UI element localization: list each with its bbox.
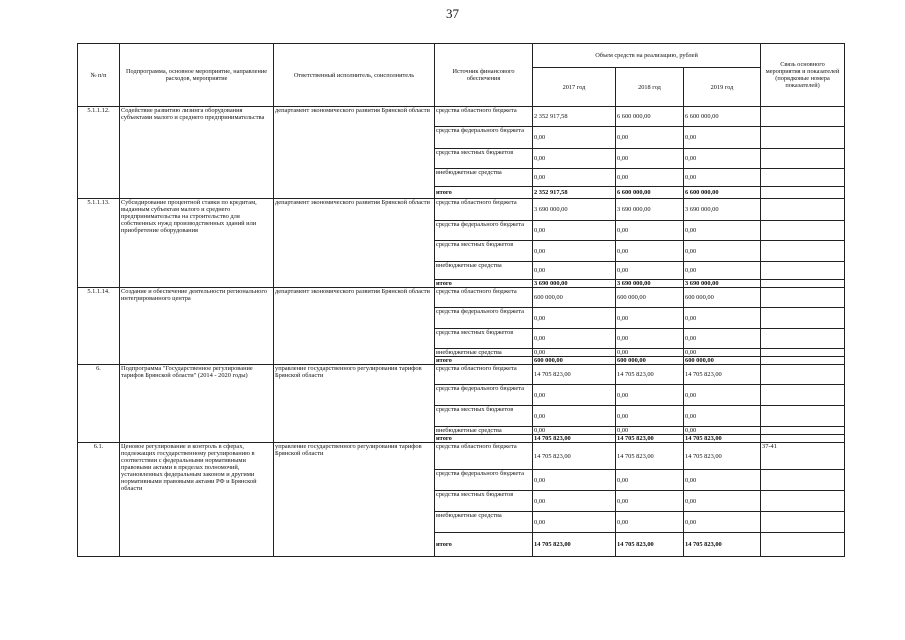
indicator-link	[761, 288, 845, 308]
program-name: Подпрограмма "Государственное регулирование тарифов Брянской области" (2014 - 2020 годы)	[120, 365, 274, 443]
amount-2018: 14 705 823,00	[616, 533, 684, 557]
amount-2017: 14 705 823,00	[533, 533, 616, 557]
indicator-link	[761, 470, 845, 491]
funding-source: средства федерального бюджета	[435, 127, 533, 149]
amount-2019: 0,00	[684, 149, 761, 169]
table-row	[78, 443, 845, 470]
amount-2017: 3 690 000,00	[533, 280, 616, 288]
indicator-link	[761, 512, 845, 533]
amount-2017: 0,00	[533, 308, 616, 329]
amount-2017: 14 705 823,00	[533, 365, 616, 385]
amount-2018: 3 690 000,00	[616, 199, 684, 221]
amount-2019: 0,00	[684, 262, 761, 280]
table-row	[78, 288, 845, 308]
amount-2017: 0,00	[533, 470, 616, 491]
amount-2017: 3 690 000,00	[533, 199, 616, 221]
amount-2017: 0,00	[533, 385, 616, 406]
amount-2018: 0,00	[616, 406, 684, 427]
budget-table	[77, 43, 845, 557]
amount-2017: 0,00	[533, 241, 616, 262]
funding-source: средства федерального бюджета	[435, 385, 533, 406]
amount-2018: 0,00	[616, 221, 684, 241]
amount-2017: 0,00	[533, 427, 616, 435]
funding-source: средства областного бюджета	[435, 288, 533, 308]
amount-2019: 0,00	[684, 349, 761, 357]
header-year-2017: 2017 год	[533, 68, 616, 107]
funding-source: средства федерального бюджета	[435, 308, 533, 329]
indicator-link	[761, 169, 845, 187]
funding-source: итого	[435, 435, 533, 443]
executor-name: департамент экономического развития Брянской области	[274, 288, 435, 365]
funding-source: средства местных бюджетов	[435, 491, 533, 512]
amount-2018: 0,00	[616, 491, 684, 512]
program-name: Субсидирование процентной ставки по кредитам, выданным субъектам малого и среднего предпринимательства на строительство для собственных нужд производственных зданий или приобретение оборудования	[120, 199, 274, 288]
indicator-link	[761, 435, 845, 443]
indicator-link: 37-41	[761, 443, 845, 470]
amount-2019: 0,00	[684, 427, 761, 435]
indicator-link	[761, 149, 845, 169]
amount-2018: 3 690 000,00	[616, 280, 684, 288]
funding-source: внебюджетные средства	[435, 262, 533, 280]
row-number: 5.1.1.14.	[78, 288, 120, 365]
funding-source: итого	[435, 280, 533, 288]
amount-2017: 0,00	[533, 221, 616, 241]
indicator-link	[761, 221, 845, 241]
program-name: Ценовое регулирование и контроль в сферах, подлежащих государственному регулированию в соответствии с федеральными нормативными правовыми актами в пределах полномочий, установленных федеральным законом и другими нормативными правовыми актами РФ и Брянской области	[120, 443, 274, 557]
indicator-link	[761, 357, 845, 365]
amount-2017: 600 000,00	[533, 288, 616, 308]
amount-2019: 0,00	[684, 127, 761, 149]
table-row	[78, 365, 845, 385]
indicator-link	[761, 280, 845, 288]
amount-2019: 14 705 823,00	[684, 443, 761, 470]
amount-2019: 0,00	[684, 241, 761, 262]
amount-2018: 0,00	[616, 427, 684, 435]
amount-2017: 0,00	[533, 127, 616, 149]
funding-source: итого	[435, 187, 533, 199]
amount-2019: 3 690 000,00	[684, 280, 761, 288]
amount-2017: 0,00	[533, 349, 616, 357]
indicator-link	[761, 127, 845, 149]
amount-2018: 6 600 000,00	[616, 107, 684, 127]
amount-2018: 0,00	[616, 385, 684, 406]
amount-2019: 14 705 823,00	[684, 365, 761, 385]
header-executor: Ответственный исполнитель, соисполнитель	[274, 44, 435, 107]
amount-2019: 14 705 823,00	[684, 435, 761, 443]
program-name: Содействие развитию лизинга оборудования субъектами малого и среднего предпринимательства	[120, 107, 274, 199]
amount-2019: 0,00	[684, 491, 761, 512]
amount-2018: 0,00	[616, 149, 684, 169]
amount-2019: 0,00	[684, 329, 761, 349]
row-number: 5.1.1.13.	[78, 199, 120, 288]
row-number: 5.1.1.12.	[78, 107, 120, 199]
funding-source: средства федерального бюджета	[435, 221, 533, 241]
funding-source: средства местных бюджетов	[435, 329, 533, 349]
funding-source: итого	[435, 357, 533, 365]
indicator-link	[761, 241, 845, 262]
amount-2018: 0,00	[616, 329, 684, 349]
table-row	[78, 199, 845, 221]
funding-source: итого	[435, 533, 533, 557]
indicator-link	[761, 533, 845, 557]
funding-source: внебюджетные средства	[435, 427, 533, 435]
indicator-link	[761, 491, 845, 512]
amount-2017: 0,00	[533, 406, 616, 427]
amount-2017: 0,00	[533, 329, 616, 349]
amount-2019: 14 705 823,00	[684, 533, 761, 557]
amount-2019: 0,00	[684, 470, 761, 491]
amount-2018: 600 000,00	[616, 357, 684, 365]
funding-source: внебюджетные средства	[435, 512, 533, 533]
indicator-link	[761, 349, 845, 357]
page-number: 37	[446, 6, 459, 21]
amount-2018: 0,00	[616, 512, 684, 533]
amount-2018: 0,00	[616, 127, 684, 149]
executor-name: департамент экономического развития Брянской области	[274, 199, 435, 288]
amount-2019: 0,00	[684, 406, 761, 427]
indicator-link	[761, 308, 845, 329]
header-source: Источник финансового обеспечения	[435, 44, 533, 107]
amount-2017: 0,00	[533, 491, 616, 512]
indicator-link	[761, 262, 845, 280]
funding-source: средства областного бюджета	[435, 107, 533, 127]
header-year-2019: 2019 год	[684, 68, 761, 107]
amount-2019: 6 600 000,00	[684, 187, 761, 199]
amount-2019: 0,00	[684, 385, 761, 406]
indicator-link	[761, 365, 845, 385]
amount-2019: 3 690 000,00	[684, 199, 761, 221]
amount-2018: 0,00	[616, 262, 684, 280]
amount-2018: 0,00	[616, 308, 684, 329]
row-number: 6.	[78, 365, 120, 443]
funding-source: внебюджетные средства	[435, 169, 533, 187]
amount-2019: 0,00	[684, 169, 761, 187]
amount-2019: 0,00	[684, 221, 761, 241]
amount-2017: 2 352 917,58	[533, 107, 616, 127]
funding-source: средства местных бюджетов	[435, 241, 533, 262]
header-program: Подпрограмма, основное мероприятие, направление расходов, мероприятие	[120, 44, 274, 107]
row-number: 6.1.	[78, 443, 120, 557]
indicator-link	[761, 187, 845, 199]
funding-source: средства областного бюджета	[435, 365, 533, 385]
executor-name: департамент экономического развития Брянской области	[274, 107, 435, 199]
amount-2018: 14 705 823,00	[616, 365, 684, 385]
funding-source: средства федерального бюджета	[435, 470, 533, 491]
amount-2019: 6 600 000,00	[684, 107, 761, 127]
table-row	[78, 107, 845, 127]
header-num: № п/п	[78, 44, 120, 107]
amount-2018: 0,00	[616, 169, 684, 187]
funding-source: средства местных бюджетов	[435, 406, 533, 427]
amount-2017: 0,00	[533, 149, 616, 169]
amount-2019: 0,00	[684, 512, 761, 533]
indicator-link	[761, 199, 845, 221]
table-body	[78, 107, 845, 557]
amount-2018: 14 705 823,00	[616, 435, 684, 443]
indicator-link	[761, 385, 845, 406]
amount-2017: 14 705 823,00	[533, 443, 616, 470]
amount-2017: 2 352 917,58	[533, 187, 616, 199]
amount-2017: 14 705 823,00	[533, 435, 616, 443]
indicator-link	[761, 406, 845, 427]
funding-source: средства областного бюджета	[435, 199, 533, 221]
amount-2017: 0,00	[533, 262, 616, 280]
amount-2018: 0,00	[616, 241, 684, 262]
amount-2018: 600 000,00	[616, 288, 684, 308]
amount-2017: 0,00	[533, 169, 616, 187]
funding-source: внебюджетные средства	[435, 349, 533, 357]
amount-2017: 0,00	[533, 512, 616, 533]
amount-2018: 14 705 823,00	[616, 443, 684, 470]
amount-2017: 600 000,00	[533, 357, 616, 365]
amount-2019: 600 000,00	[684, 357, 761, 365]
header-year-2018: 2018 год	[616, 68, 684, 107]
executor-name: управление государственного регулирования тарифов Брянской области	[274, 443, 435, 557]
indicator-link	[761, 329, 845, 349]
amount-2019: 0,00	[684, 308, 761, 329]
amount-2019: 600 000,00	[684, 288, 761, 308]
amount-2018: 6 600 000,00	[616, 187, 684, 199]
indicator-link	[761, 107, 845, 127]
funding-source: средства местных бюджетов	[435, 149, 533, 169]
amount-2018: 0,00	[616, 470, 684, 491]
header-link: Связь основного мероприятия и показателей (порядковые номера показателей)	[761, 44, 845, 107]
executor-name: управление государственного регулирования тарифов Брянской области	[274, 365, 435, 443]
header-volume: Объем средств на реализацию, рублей	[533, 44, 761, 68]
program-name: Создание и обеспечение деятельности регионального интегрированного центра	[120, 288, 274, 365]
funding-source: средства областного бюджета	[435, 443, 533, 470]
indicator-link	[761, 427, 845, 435]
amount-2018: 0,00	[616, 349, 684, 357]
